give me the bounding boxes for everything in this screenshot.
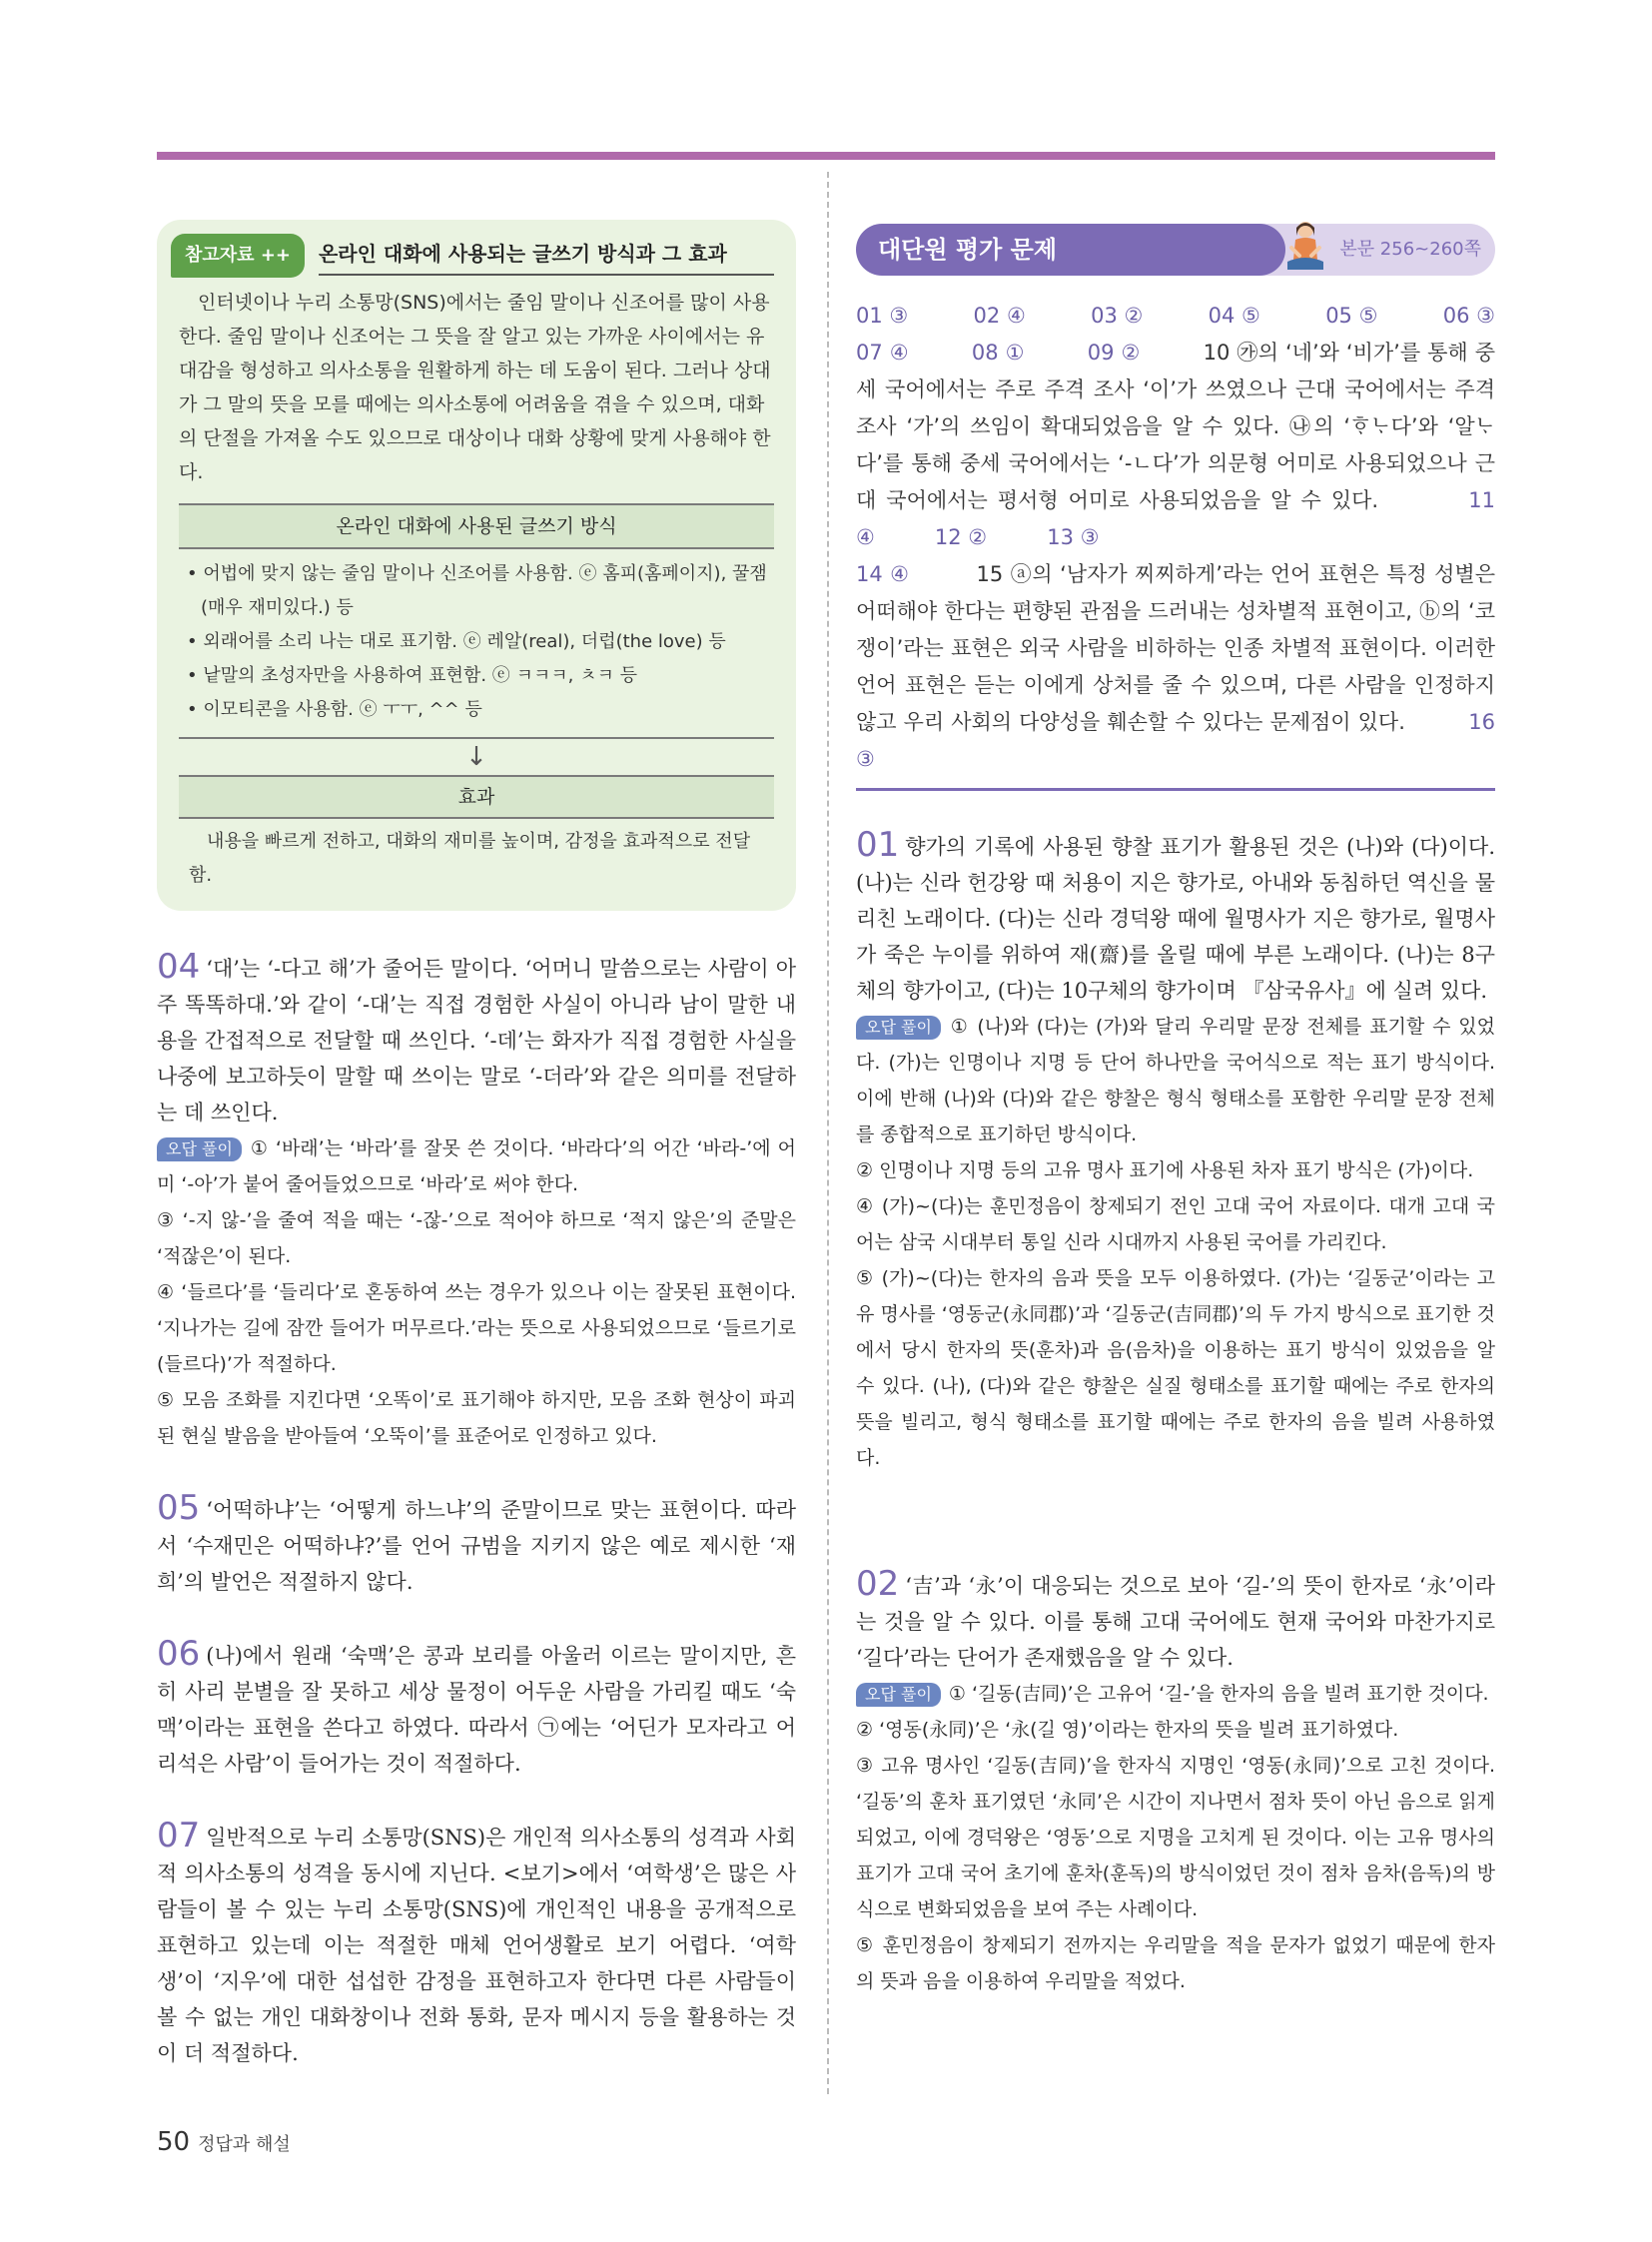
- answer-item: 01 ③: [856, 304, 909, 328]
- note-text: ⑤ (가)~(다)는 한자의 음과 뜻을 모두 이용하였다. (가)는 ‘길동군’이라는 고유 명사를 ‘영동군(永同郡)’과 ‘길동군(吉同郡)’의 두 가지 방식으로 표기한 것에서 당시 한자의 뜻(훈차)과 음(음차)을 이용하는 표기 방식이 있었음을 알 수 있다. (나), (다)와 같은 향찰은 실질 형태소를 표기할 때에는 주로 한자의 뜻을 빌리고, 형식 형태소를 표기할 때에는 주로 한자의 음을 빌려 사용하였다.: [856, 1267, 1495, 1469]
- explanation-text: 향가의 기록에 사용된 향찰 표기가 활용된 것은 (나)와 (다)이다. (나)는 신라 헌강왕 때 처용이 지은 향가로, 아내와 동침하던 역신을 물리친 노래이다. (다)는 신라 경덕왕 때에 월명사가 지은 향가로, 월명사가 죽은 누이를 위하여 재(齋)를 올릴 때에 부른 노래이다. (나)는 8구체의 향가이고, (다)는 10구체의 향가이며 『삼국유사』에 실려 있다.: [856, 835, 1495, 1003]
- note-text: ④ ‘들르다’를 ‘들리다’로 혼동하여 쓰는 경우가 있으나 이는 잘못된 표현이다. ‘지나가는 길에 잠깐 들어가 머무르다.’라는 뜻으로 사용되었으므로 ‘들르기로(들르다)’가 적절하다.: [157, 1281, 796, 1375]
- explanation-body: [856, 1566, 1495, 1676]
- note-text: ② 인명이나 지명 등의 고유 명사 표기에 사용된 차자 표기 방식은 (가)이다.: [856, 1159, 1474, 1181]
- question-number: 05: [157, 1488, 201, 1528]
- answer-row: [856, 298, 1495, 335]
- explanation-body: [157, 949, 796, 1130]
- answer-item: 02 ④: [973, 304, 1026, 328]
- explanation-text: (나)에서 원래 ‘숙맥’은 콩과 보리를 아울러 이르는 말이지만, 흔히 사리 분별을 잘 못하고 세상 물정이 어두운 사람을 가리킬 때도 ‘숙맥’이라는 표현을 쓴다고 하였다. 따라서 ㉠에는 ‘어딘가 모자라고 어리석은 사람’이 들어가는 것이 적절하다.: [157, 1644, 796, 1776]
- answer-item: 04 ⑤: [1208, 304, 1260, 328]
- answer-item: 15 ⓐ의 ‘남자가 찌찌하게’라는 언어 표현은 특정 성별은 어떠해야 한다는 편향된 관점을 드러내는 성차별적 표현이고, ⓑ의 ‘코쟁이’라는 표현은 외국 사람을 비하하는 인종 차별적 표현이다. 이러한 언어 표현은 듣는 이에게 상처를 줄 수 있으며, 다른 사람을 인정하지 않고 우리 사회의 다양성을 훼손할 수 있다는 문제점이 있다.: [856, 562, 1495, 734]
- note-text: ④ (가)~(다)는 훈민정음이 창제되기 전인 고대 국어 자료이다. 대개 고대 국어는 삼국 시대부터 통일 신라 시대까지 사용된 국어를 가리킨다.: [856, 1195, 1495, 1253]
- explanation-body: [157, 1636, 796, 1782]
- answer-item: 08 ①: [971, 341, 1025, 365]
- writing-style-list: [179, 549, 774, 739]
- note-text: ⑤ 훈민정음이 창제되기 전까지는 우리말을 적을 문자가 없었기 때문에 한자의 뜻과 음을 이용하여 우리말을 적었다.: [856, 1934, 1495, 1992]
- wrong-answer-tag: 오답 풀이: [856, 1683, 941, 1707]
- question-number: 04: [157, 947, 201, 987]
- answer-item: 10 ㉮의 ‘네’와 ‘비가’를 통해 중세 국어에서는 주로 주격 조사 ‘이’가 쓰였으나 근대 국어에서는 주격 조사 ‘가’의 쓰임이 확대되었음을 알 수 있다. ㉯의 ‘ᄒᆞᄂᆞ다’와 ‘알ᄂᆞ다’를 통해 중세 국어에서는 ‘-ㄴ다’가 의문형 어미로 사용되었으나 근대 국어에서는 평서형 어미로 사용되었음을 알 수 있다.: [856, 341, 1495, 512]
- note-text: ① ‘길동(吉同)’은 고유어 ‘길-’을 한자의 음을 빌려 표기한 것이다.: [948, 1683, 1489, 1705]
- explanation-06: [157, 1636, 796, 1782]
- explanation-body: [157, 1490, 796, 1600]
- note-text: ⑤ 모음 조화를 지킨다면 ‘오똑이’로 표기해야 하지만, 모음 조화 현상이 파괴된 현실 발음을 받아들여 ‘오뚝이’를 표준어로 인정하고 있다.: [157, 1389, 796, 1447]
- answer-item: 14 ④: [856, 562, 910, 586]
- answer-paragraph: [856, 335, 1495, 556]
- writing-style-table-title: 온라인 대화에 사용된 글쓰기 방식: [179, 503, 774, 549]
- writing-style-item: • 낱말의 초성자만을 사용하여 표현함. ⓔ ㅋㅋㅋ, ㅊㅋ 등: [185, 659, 768, 693]
- evaluation-page-ref: 본문 256~260쪽: [1339, 239, 1481, 260]
- evaluation-title: 대단원 평가 문제: [856, 224, 1285, 276]
- wrong-answer-note: [856, 1009, 1495, 1152]
- explanation-04: [157, 949, 796, 1454]
- writing-style-item: • 외래어를 소리 나는 대로 표기함. ⓔ 레알(real), 더럽(the love) 등: [185, 625, 768, 659]
- left-column: [157, 220, 796, 2107]
- wrong-answer-tag: 오답 풀이: [157, 1137, 242, 1161]
- answer-item: 12 ②: [934, 525, 988, 549]
- effect-text: 내용을 빠르게 전하고, 대화의 재미를 높이며, 감정을 효과적으로 전달함.: [189, 831, 751, 886]
- column-divider: [827, 172, 829, 2094]
- answer-item: 05 ⑤: [1325, 304, 1378, 328]
- question-number: 06: [157, 1634, 201, 1674]
- question-number: 01: [856, 825, 900, 865]
- explanation-05: [157, 1490, 796, 1600]
- explanation-text: 일반적으로 누리 소통망(SNS)은 개인적 의사소통의 성격과 사회적 의사소통의 성격을 동시에 지닌다. <보기>에서 ‘여학생’은 많은 사람들이 볼 수 있는 누리 소통망(SNS)에 개인적인 내용을 공개적으로 표현하고 있는데 이는 적절한 매체 언어생활로 보기 어렵다. ‘여학생’이 ‘지우’에 대한 섭섭한 감정을 표현하고자 한다면 다른 사람들이 볼 수 없는 개인 대화창이나 전화 통화, 문자 메시지 등을 활용하는 것이 더 적절하다.: [157, 1826, 796, 2065]
- reference-tag: 참고자료 ++: [171, 234, 305, 278]
- answer-item: 03 ②: [1091, 304, 1144, 328]
- right-column: [856, 224, 1495, 2035]
- wrong-answer-note: [157, 1130, 796, 1202]
- explanation-text: ‘어떡하냐’는 ‘어떻게 하느냐’의 준말이므로 맞는 표현이다. 따라서 ‘수재민은 어떡하냐?’를 언어 규범을 지키지 않은 예로 제시한 ‘재희’의 발언은 적절하지 않다.: [157, 1498, 796, 1594]
- note-text: ③ 고유 명사인 ‘길동(吉同)’을 한자식 지명인 ‘영동(永同)’으로 고친 것이다. ‘길동’의 훈차 표기였던 ‘永同’은 시간이 지나면서 점차 뜻이 아닌 음으로 읽게 되었고, 이에 경덕왕은 ‘영동’으로 지명을 고치게 된 것이다. 이는 고유 명사의 표기가 고대 국어 초기에 훈차(훈독)의 방식이었던 것이 점차 음차(음독)의 방식으로 변화되었음을 보여 주는 사례이다.: [856, 1755, 1495, 1920]
- note-text: ① (나)와 (다)는 (가)와 달리 우리말 문장 전체를 표기할 수 있었다. (가)는 인명이나 지명 등 단어 하나만을 국어식으로 적는 표기 방식이다. 이에 반해 (나)와 (다)와 같은 향찰은 형식 형태소를 포함한 우리말 문장 전체를 종합적으로 표기하던 방식이다.: [856, 1016, 1495, 1145]
- page-footer: [157, 2127, 291, 2157]
- reference-header: [171, 234, 774, 278]
- explanation-01: [856, 827, 1495, 1476]
- writing-style-item: • 이모티콘을 사용함. ⓔ ㅜㅜ, ^^ 등: [185, 693, 768, 727]
- answer-key: [856, 298, 1495, 791]
- question-number: 02: [856, 1564, 900, 1604]
- meditating-person-icon: [1285, 218, 1325, 276]
- top-accent-bar: [157, 152, 1495, 160]
- explanation-body: [856, 827, 1495, 1009]
- arrow-down-icon: ↓: [465, 742, 487, 772]
- explanation-text: ‘대’는 ‘-다고 해’가 줄어든 말이다. ‘어머니 말씀으로는 사람이 아주 똑똑하대.’와 같이 ‘-대’는 직접 경험한 사실이 아니라 남이 말한 내용을 간접적으로 전달할 때 쓰인다. ‘-데’는 화자가 직접 경험한 사실을 나중에 보고하듯이 말할 때 쓰이는 말로 ‘-더라’와 같은 의미를 전달하는 데 쓰인다.: [157, 957, 796, 1124]
- wrong-answer-tag: 오답 풀이: [856, 1016, 941, 1040]
- evaluation-header: [856, 224, 1495, 280]
- note-text: ① ‘바래’는 ‘바라’를 잘못 쓴 것이다. ‘바라다’의 어간 ‘바라-’에 어미 ‘-아’가 붙어 줄어들었으므로 ‘바라’로 써야 한다.: [157, 1137, 796, 1195]
- writing-style-item: • 어법에 맞지 않는 줄임 말이나 신조어를 사용함. ⓔ 홈피(홈페이지), 꿀잼(매우 재미있다.) 등: [185, 557, 768, 625]
- reference-paragraph: 인터넷이나 누리 소통망(SNS)에서는 줄임 말이나 신조어를 많이 사용한다. 줄임 말이나 신조어는 그 뜻을 잘 알고 있는 가까운 사이에서는 유대감을 형성하고 의사소통을 원활하게 하는 데 도움이 된다. 그러나 상대가 그 말의 뜻을 모를 때에는 의사소통에 어려움을 겪을 수 있으며, 대화의 단절을 가져올 수도 있으므로 대상이나 대화 상황에 맞게 사용해야 한다.: [179, 292, 771, 483]
- answer-paragraph: [856, 556, 1495, 778]
- answer-item: 13 ③: [1047, 525, 1100, 549]
- footer-title: 정답과 해설: [198, 2134, 291, 2155]
- answer-item: 16 ③: [856, 710, 1495, 771]
- question-number: 07: [157, 1816, 201, 1856]
- answer-item: 07 ④: [856, 341, 909, 365]
- reference-title: 온라인 대화에 사용되는 글쓰기 방식과 그 효과: [319, 236, 774, 276]
- reference-box: [157, 220, 796, 911]
- answer-item: 11 ④: [856, 488, 1495, 549]
- wrong-answer-note: [856, 1676, 1495, 1712]
- explanation-07: [157, 1818, 796, 2071]
- explanation-text: ‘吉’과 ‘永’이 대응되는 것으로 보아 ‘길-’의 뜻이 한자로 ‘永’이라는 것을 알 수 있다. 이를 통해 고대 국어에도 현재 국어와 마찬가지로 ‘길다’라는 단어가 존재했음을 알 수 있다.: [856, 1574, 1495, 1670]
- note-text: ③ ‘-지 않-’을 줄여 적을 때는 ‘-잖-’으로 적어야 하므로 ‘적지 않은’의 준말은 ‘적잖은’이 된다.: [157, 1209, 796, 1267]
- note-text: ② ‘영동(永同)’은 ‘永(길 영)’이라는 한자의 뜻을 빌려 표기하였다.: [856, 1719, 1399, 1741]
- writing-style-table: [179, 503, 774, 893]
- effect-title: 효과: [179, 775, 774, 819]
- answer-item: 06 ③: [1442, 304, 1495, 328]
- answer-item: 09 ②: [1087, 341, 1141, 365]
- page-number: 50: [157, 2127, 191, 2157]
- explanation-02: [856, 1566, 1495, 1999]
- explanation-body: [157, 1818, 796, 2071]
